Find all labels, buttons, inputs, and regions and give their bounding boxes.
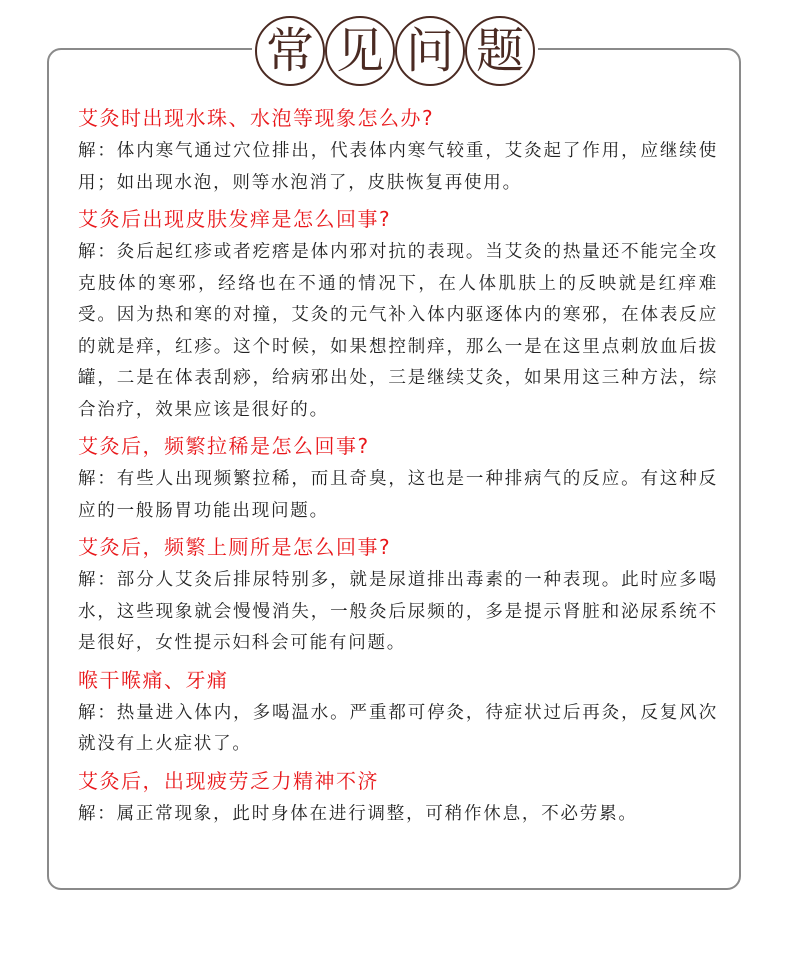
title-char: 常 (255, 16, 325, 86)
page-title (252, 9, 538, 93)
faq-question: 艾灸后，出现疲劳乏力精神不济 (78, 768, 379, 793)
title-char: 题 (465, 16, 535, 86)
title-char: 问 (395, 16, 465, 86)
faq-question: 艾灸后，频繁上厕所是怎么回事? (78, 535, 392, 559)
faq-answer: 解：体内寒气通过穴位排出，代表体内寒气较重，艾灸起了作用，应继续使用；如出现水泡，则等水泡消了，皮肤恢复再使用。 (78, 141, 718, 193)
faq-list (78, 100, 718, 832)
faq-question: 艾灸时出现水珠、水泡等现象怎么办? (78, 106, 435, 130)
title-char: 见 (325, 16, 395, 86)
faq-question: 喉干喉痛、牙痛 (78, 667, 229, 692)
faq-answer: 解：热量进入体内，多喝温水。严重都可停灸，待症状过后再灸，反复风次就没有上火症状了。 (78, 702, 718, 754)
faq-answer: 解：灸后起红疹或者疙瘩是体内邪对抗的表现。当艾灸的热量还不能完全攻克肢体的寒邪，经络也在不通的情况下，在人体肌肤上的反映就是红痒难受。因为热和寒的对撞，艾灸的元气补入体内驱逐体内的寒邪，在体表反应的就是痒，红疹。这个时候，如果想控制痒，那么一是在这里点刺放血后拔罐，二是在体表刮痧，给病邪出处，三是继续艾灸，如果用这三种方法，综合治疗，效果应该是很好的。 (78, 242, 718, 420)
faq-answer: 解：属正常现象，此时身体在进行调整，可稍作休息，不必劳累。 (78, 803, 638, 824)
faq-question: 艾灸后，频繁拉稀是怎么回事? (78, 434, 370, 458)
faq-answer: 解：部分人艾灸后排尿特别多，就是尿道排出毒素的一种表现。此时应多喝水，这些现象就会慢慢消失，一般灸后尿频的，多是提示肾脏和泌尿系统不是很好，女性提示妇科会可能有问题。 (78, 570, 718, 653)
faq-answer: 解：有些人出现频繁拉稀，而且奇臭，这也是一种排病气的反应。有这种反应的一般肠胃功能出现问题。 (78, 469, 718, 521)
faq-question: 艾灸后出现皮肤发痒是怎么回事? (78, 207, 392, 231)
